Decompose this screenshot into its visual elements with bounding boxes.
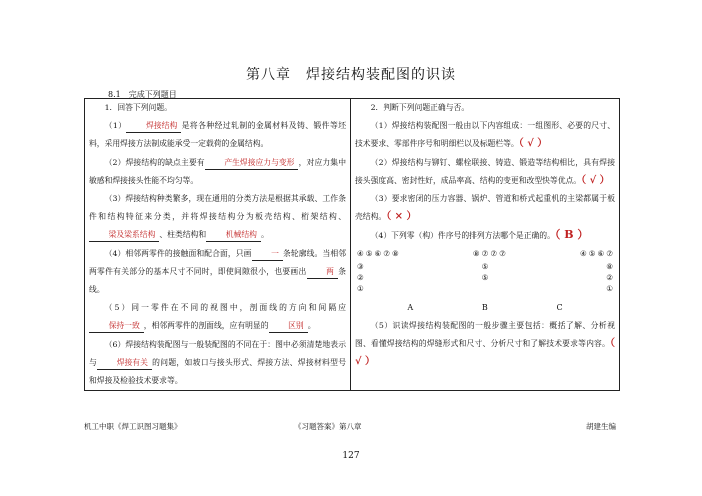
seq-num: ① — [357, 283, 364, 293]
seq-num: ⑥ — [597, 248, 605, 258]
q1-text: 是将各种经过轧制的金属材料及铸、锻件等坯料，采用焊接方法制成能承受一定载荷的金属结构。 — [89, 121, 346, 149]
seq-num: ⑥ — [374, 248, 382, 258]
question-4 — [89, 245, 346, 300]
right-column — [351, 99, 620, 391]
q6-text: 的问题，如坡口与接头形式、焊接方法、焊接材料型号和焊接及检验技术要求等。 — [89, 357, 347, 386]
seq-num: ⑤ — [481, 261, 489, 271]
seq-num: ⑦ — [383, 248, 390, 258]
sequence-b-col2 — [482, 261, 489, 294]
seq-num: ⑦ — [490, 248, 498, 258]
footer-center: 《习题答案》第八章 — [294, 422, 362, 431]
sequence-c — [580, 248, 613, 259]
q2-text: ，对应力集中敏感和焊接接头性能不均匀等。 — [89, 157, 347, 185]
seq-num: ⑧ — [606, 261, 613, 271]
seq-num: ⑦ — [606, 248, 613, 258]
question-6 — [89, 336, 346, 391]
answer-blank: 一 — [252, 248, 283, 261]
check-mark: （ √ ） — [518, 138, 548, 150]
left-heading: 1．回答下列问题。 — [104, 103, 172, 112]
answer-blank: 区别 — [269, 320, 308, 333]
answer-blank: 梁及梁系结构 — [89, 229, 159, 242]
question-3 — [89, 190, 346, 245]
seq-num: ⑦ — [499, 248, 506, 258]
seq-num: ⑤ — [365, 248, 373, 258]
seq-num: ⑤ — [481, 272, 489, 282]
judge-2 — [355, 154, 615, 190]
footer-right: 胡建生编 — [586, 422, 616, 431]
judge-1 — [355, 117, 615, 153]
seq-num: ⑤ — [588, 248, 596, 258]
option-a-label: A — [407, 302, 414, 312]
answer-blank: 焊接有关 — [97, 357, 152, 370]
answer-blank: 保持一致 — [89, 320, 144, 333]
q5-text: 。 — [307, 321, 316, 331]
answer-mark: （ B ） — [554, 228, 589, 242]
q4-mid: 条轮廓线。当相邻两零件有关部分的基本尺寸不同时，即使间隙很小，也要画出 — [89, 248, 347, 276]
seq-num: ④ — [580, 248, 587, 258]
sequence-a-col2 — [357, 261, 364, 294]
judge-2-text: （2）焊接结构与铆钉、螺栓联接、铸造、锻造等结构相比，具有焊接接头强度高、密封性好，成品率高、结构的变更和改型快等优点。 — [355, 157, 615, 185]
section-heading: 8.1 完成下列题目 — [108, 90, 177, 99]
right-heading: 2．判断下列问题正确与否。 — [370, 103, 470, 112]
judge-1-text: （1）焊接结构装配图一般由以下内容组成：一组图形、必要的尺寸、技术要求、零部件序号和明细栏以及标题栏等。 — [355, 121, 615, 149]
judge-4 — [355, 226, 615, 245]
sequence-diagrams — [355, 248, 615, 259]
question-2 — [89, 154, 346, 190]
judge-5-text: （5）识读焊接结构装配图的一般步骤主要包括：概括了解、分析视图、看懂焊接结构的焊缝形式和尺寸、分析尺寸和了解技术要求等内容。 — [355, 320, 615, 349]
sequence-a-col1 — [357, 248, 399, 259]
cross-mark: （ × ） — [386, 211, 417, 223]
sequence-b — [473, 248, 506, 259]
check-mark: （ √ ） — [581, 174, 610, 186]
q3-mid: 、柱类结构和 — [159, 230, 207, 240]
judge-5 — [355, 317, 615, 372]
seq-num: ⑧ — [472, 248, 480, 258]
footer-left: 机工中职《焊工识图习题集》 — [84, 422, 182, 431]
judge-4-text: （4）下列零（构）件序号的排列方法哪个是正确的。 — [370, 231, 555, 241]
option-labels — [355, 299, 615, 317]
question-1 — [89, 117, 346, 153]
q4-text: 条线。 — [89, 266, 347, 295]
seq-num: ② — [357, 272, 364, 282]
chapter-title: 第八章 焊接结构装配图的识读 — [246, 67, 456, 83]
q4-prefix: （4）相邻两零件的接触面和配合面，只画 — [104, 248, 252, 258]
judge-3-text: （3）要求密闭的压力容器、锅炉、管道和桥式起重机的主梁都属于板壳结构。 — [355, 194, 615, 222]
seq-num: ① — [606, 283, 613, 293]
check-mark: （ √ ） — [355, 338, 615, 368]
q5-mid: ，相邻两零件的剖面线，应有明显的 — [143, 321, 269, 331]
page-number: 127 — [342, 451, 360, 461]
q6-prefix: （6）焊接结构装配图与一般装配图的不同在于：图中必须清楚地表示与 — [89, 339, 346, 367]
q5-prefix: （5）同一零件在不同的视图中，剖面线的方向和间隔应 — [104, 303, 346, 313]
left-column — [85, 99, 351, 391]
seq-num: ⑦ — [481, 248, 489, 258]
q2-prefix: （2）焊接结构的缺点主要有 — [104, 157, 205, 167]
sequence-c-col2 — [606, 261, 613, 294]
seq-num: ⑧ — [391, 248, 399, 258]
answer-blank: 产生焊接应力与变形 — [205, 157, 299, 170]
q1-prefix: （1） — [104, 121, 127, 131]
judge-3 — [355, 190, 615, 226]
sequence-rows — [355, 261, 615, 294]
answer-blank: 机械结构 — [206, 229, 261, 242]
option-c-label: C — [556, 302, 563, 312]
q3-prefix: （3）焊接结构种类繁多，现在通用的分类方法是根据其承载、工作条件和结构特征来分类，并将焊接结构分为板壳结构、桁架结构、 — [89, 194, 346, 222]
answer-blank: 焊接结构 — [126, 120, 181, 133]
question-5 — [89, 299, 346, 335]
seq-num: ③ — [357, 261, 364, 271]
answer-blank: 两 — [307, 266, 338, 279]
seq-num: ④ — [357, 248, 364, 258]
q3-text: 。 — [260, 230, 269, 240]
option-b-label: B — [481, 302, 488, 312]
seq-num: ② — [606, 272, 613, 282]
sequence-a — [357, 248, 399, 259]
exercise-table — [84, 98, 620, 391]
